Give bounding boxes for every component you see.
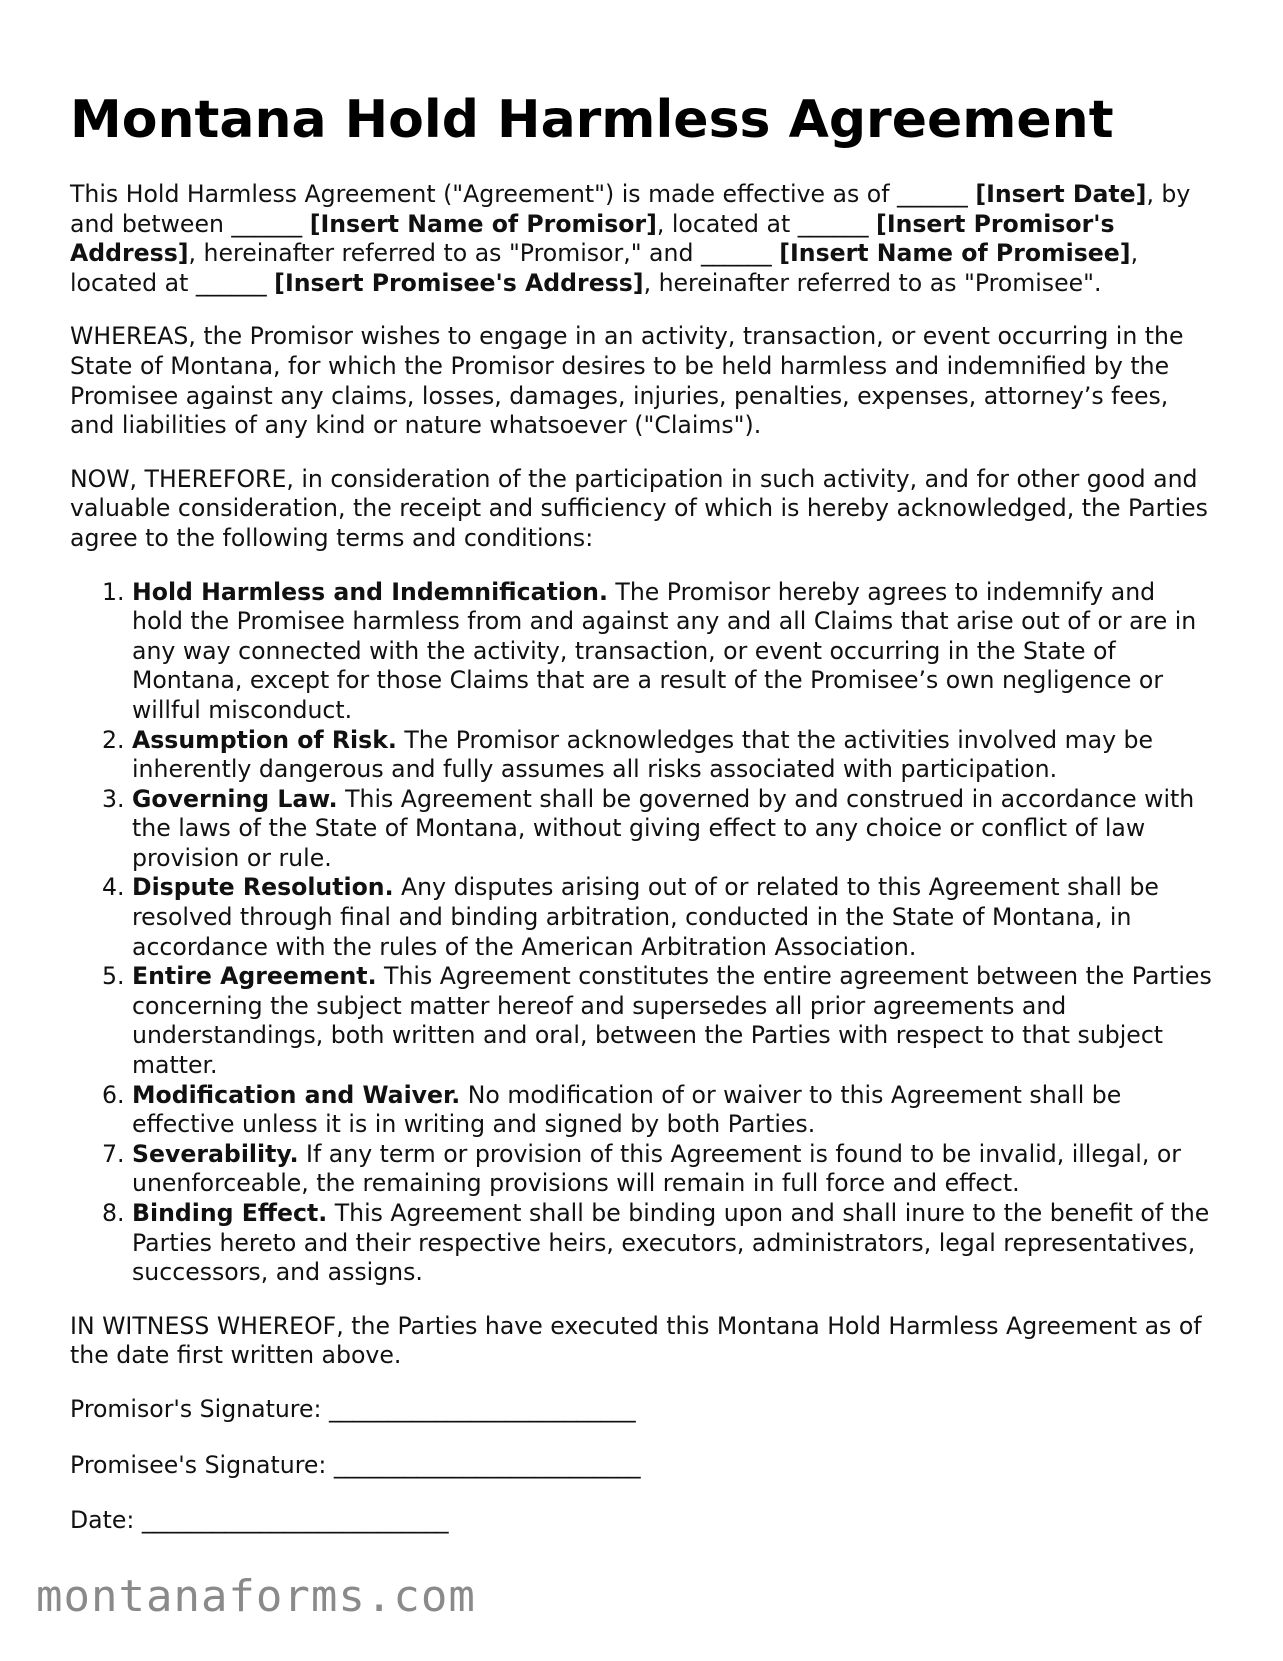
term-item <box>132 1140 1213 1199</box>
intro-text-6: , hereinafter referred to as "Promisee". <box>643 268 1102 297</box>
terms-list <box>70 578 1213 1288</box>
promisor-name-placeholder: [Insert Name of Promisor] <box>309 209 657 238</box>
term-item <box>132 962 1213 1080</box>
intro-text-1: This Hold Harmless Agreement ("Agreement") is made effective as of ______ <box>70 180 976 208</box>
term-text: This Agreement shall be governed by and construed in accordance with the laws of the State of Montana, without giving effect to any choice or conflict of law provision or rule. <box>132 784 1195 872</box>
term-heading: Governing Law. <box>132 784 338 813</box>
intro-text-2: , by and between ______ <box>70 180 1191 238</box>
intro-text-4: , hereinafter referred to as "Promisor," and ______ <box>188 239 780 268</box>
term-text: No modification of or waiver to this Agreement shall be effective unless it is in writing and signed by both Parties. <box>132 1080 1122 1139</box>
site-watermark: montanaforms.com <box>36 1571 476 1622</box>
date-placeholder: [Insert Date] <box>975 180 1147 208</box>
term-item <box>132 1199 1213 1288</box>
term-heading: Hold Harmless and Indemnification. <box>132 577 608 606</box>
term-item <box>132 578 1213 726</box>
term-heading: Assumption of Risk. <box>132 725 397 754</box>
term-heading: Modification and Waiver. <box>132 1080 461 1109</box>
term-item <box>132 785 1213 874</box>
date-line: Date: __________________________ <box>70 1506 449 1535</box>
term-heading: Entire Agreement. <box>132 962 377 991</box>
promisee-signature-line: Promisee's Signature: __________________________ <box>70 1450 641 1479</box>
intro-text-3: , located at ______ <box>656 209 877 238</box>
term-text: The Promisor hereby agrees to indemnify and hold the Promisee harmless from and against any and all Claims that arise out of or are in any way connected with the activity, transaction, or event occurring in the State of Montana, except for those Claims that are a result of the Promisee’s own negligence or willful misconduct. <box>132 577 1197 724</box>
term-text: Any disputes arising out of or related to this Agreement shall be resolved through final and binding arbitration, conducted in the State of Montana, in accordance with the rules of the American Arbitration Association. <box>132 873 1159 961</box>
term-text: This Agreement constitutes the entire agreement between the Parties concerning the subject matter hereof and supersedes all prior agreements and understandings, both written and oral, between the Parties with respect to that subject matter. <box>132 962 1212 1080</box>
term-heading: Binding Effect. <box>132 1199 328 1227</box>
promisee-address-placeholder: [Insert Promisee's Address] <box>274 268 644 297</box>
witness-paragraph: IN WITNESS WHEREOF, the Parties have executed this Montana Hold Harmless Agreement as of the date first written above. <box>70 1311 1202 1370</box>
document-title: Montana Hold Harmless Agreement <box>70 90 1114 150</box>
term-text: If any term or provision of this Agreement is found to be invalid, illegal, or unenforceable, the remaining provisions will remain in full force and effect. <box>132 1139 1181 1198</box>
now-therefore-paragraph: NOW, THEREFORE, in consideration of the participation in such activity, and for other good and valuable consideration, the receipt and sufficiency of which is hereby acknowledged, the Parties agree to the following terms and conditions: <box>70 464 1208 552</box>
intro-paragraph <box>70 180 1213 298</box>
term-heading: Severability. <box>132 1139 299 1168</box>
term-item <box>132 873 1213 962</box>
term-text: The Promisor acknowledges that the activities involved may be inherently dangerous and fully assumes all risks associated with participation. <box>132 725 1154 784</box>
promisee-name-placeholder: [Insert Name of Promisee] <box>779 239 1131 268</box>
intro-text-5: , located at ______ <box>70 239 1139 297</box>
whereas-paragraph: WHEREAS, the Promisor wishes to engage in an activity, transaction, or event occurring in the State of Montana, for which the Promisor desires to be held harmless and indemnified by the Promisee against any claims, losses, damages, injuries, penalties, expenses, attorney’s fees, and liabilities of any kind or nature whatsoever ("Claims"). <box>70 322 1184 440</box>
promisor-address-placeholder: [Insert Promisor's Address] <box>70 209 1115 268</box>
term-text: This Agreement shall be binding upon and shall inure to the benefit of the Parties hereto and their respective heirs, executors, administrators, legal representatives, successors, and assigns. <box>132 1199 1210 1287</box>
term-item <box>132 726 1213 785</box>
term-item <box>132 1081 1213 1140</box>
promisor-signature-line: Promisor's Signature: __________________________ <box>70 1394 636 1423</box>
term-heading: Dispute Resolution. <box>132 873 394 902</box>
